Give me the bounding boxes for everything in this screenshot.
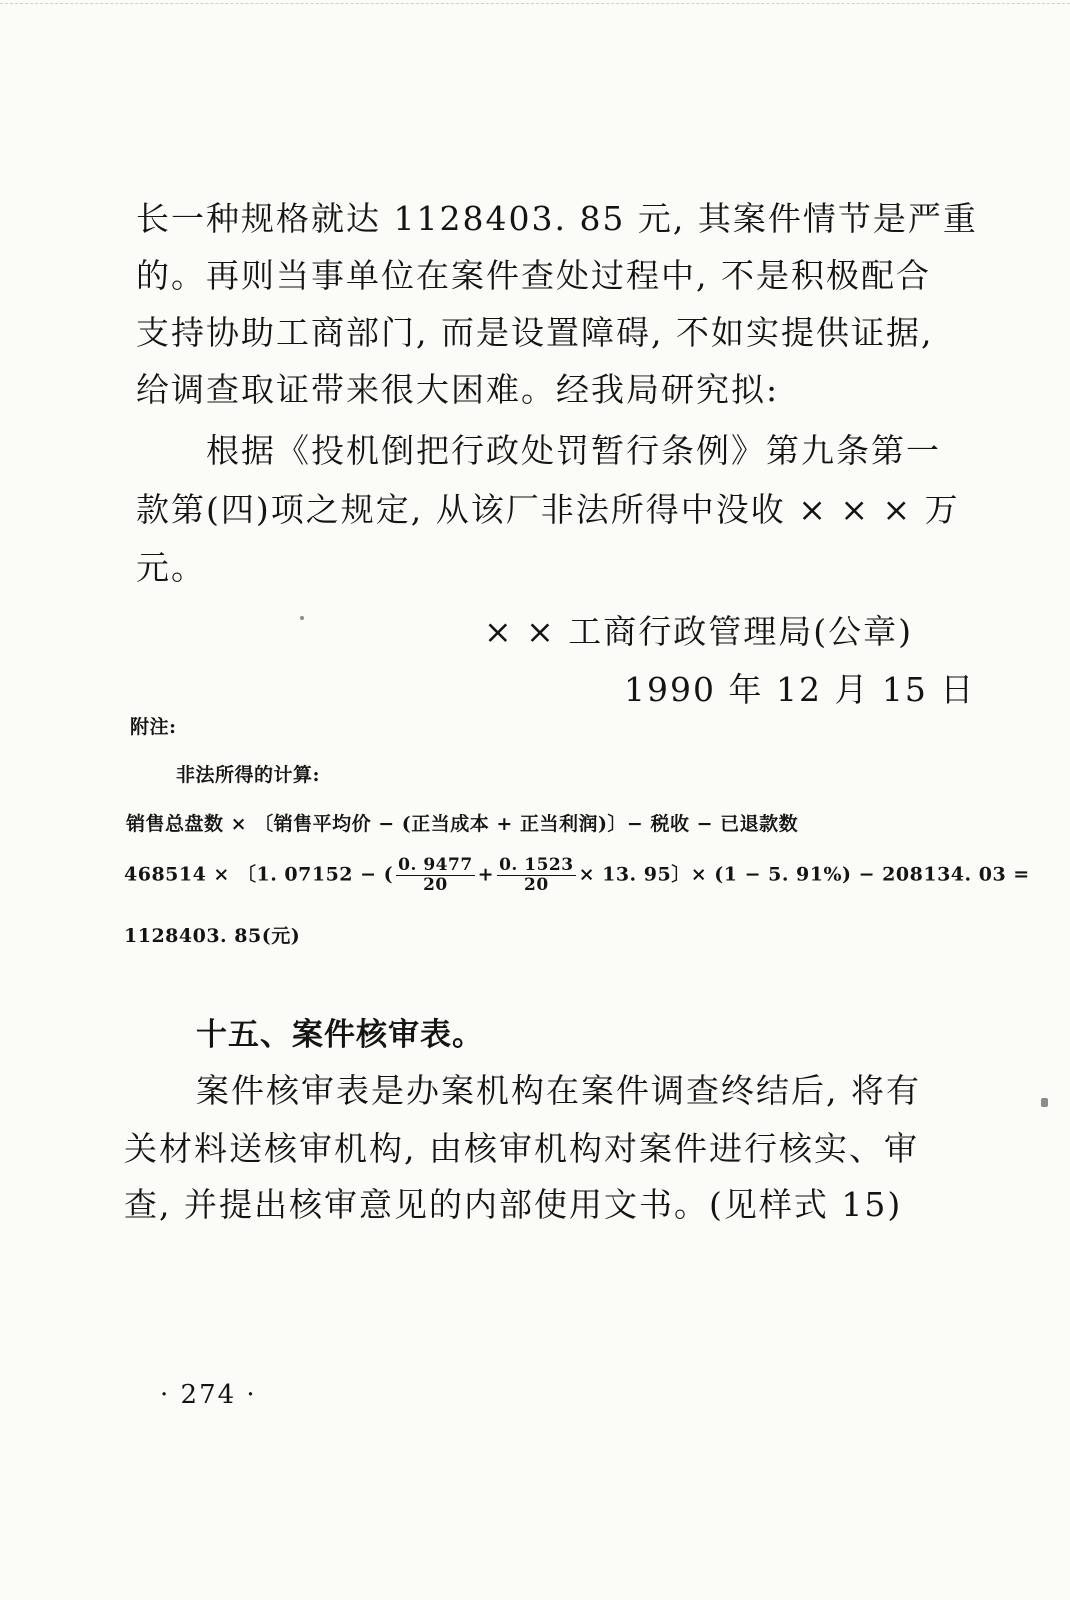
- section-line-2: 关材料送核审机构, 由核审机构对案件进行核实、审: [124, 1129, 919, 1168]
- fraction-1-denominator: 20: [423, 875, 448, 895]
- fraction-2-numerator: 0. 1523: [499, 855, 574, 875]
- issue-date: 1990 年 12 月 15 日: [624, 670, 976, 709]
- body-line-5: 根据《投机倒把行政处罚暂行条例》第九条第一: [206, 431, 941, 470]
- page-top-edge: [0, 3, 1070, 4]
- print-speck: [300, 616, 304, 620]
- calc-formula: 销售总盘数 × 〔销售平均价 − (正当成本 + 正当利润)〕− 税收 − 已退款数: [126, 813, 799, 835]
- section-heading: 十五、案件核审表。: [196, 1017, 484, 1053]
- section-line-3: 查, 并提出核审意见的内部使用文书。(见样式 15): [124, 1185, 903, 1224]
- print-speck: [1041, 1098, 1048, 1107]
- body-line-7: 元。: [136, 548, 206, 587]
- fraction-2: [497, 856, 575, 895]
- body-line-2: 的。再则当事单位在案件查处过程中, 不是积极配合: [136, 256, 931, 295]
- body-line-3: 支持协助工商部门, 而是设置障碍, 不如实提供证据,: [136, 313, 934, 352]
- section-line-1: 案件核审表是办案机构在案件调查终结后, 将有: [196, 1071, 921, 1110]
- issuer-signature: × × 工商行政管理局(公章): [484, 612, 914, 651]
- page-number: · 274 ·: [160, 1380, 257, 1410]
- calc-suffix: × 13. 95〕× (1 − 5. 91%) − 208134. 03 =: [578, 863, 1030, 886]
- plus-sign: +: [477, 863, 495, 886]
- body-line-1: 长一种规格就达 1128403. 85 元, 其案件情节是严重: [136, 199, 978, 238]
- fraction-1: [396, 856, 474, 895]
- calc-result: 1128403. 85(元): [124, 925, 301, 947]
- calc-title: 非法所得的计算:: [176, 764, 321, 786]
- body-line-4: 给调查取证带来很大困难。经我局研究拟:: [136, 370, 780, 409]
- fraction-1-numerator: 0. 9477: [398, 855, 473, 875]
- calc-expression: [124, 856, 1030, 895]
- calc-prefix: 468514 × 〔1. 07152 − (: [124, 863, 394, 886]
- appendix-label: 附注:: [130, 716, 177, 738]
- fraction-2-denominator: 20: [523, 875, 549, 895]
- body-line-6: 款第(四)项之规定, 从该厂非法所得中没收 × × × 万: [136, 490, 960, 529]
